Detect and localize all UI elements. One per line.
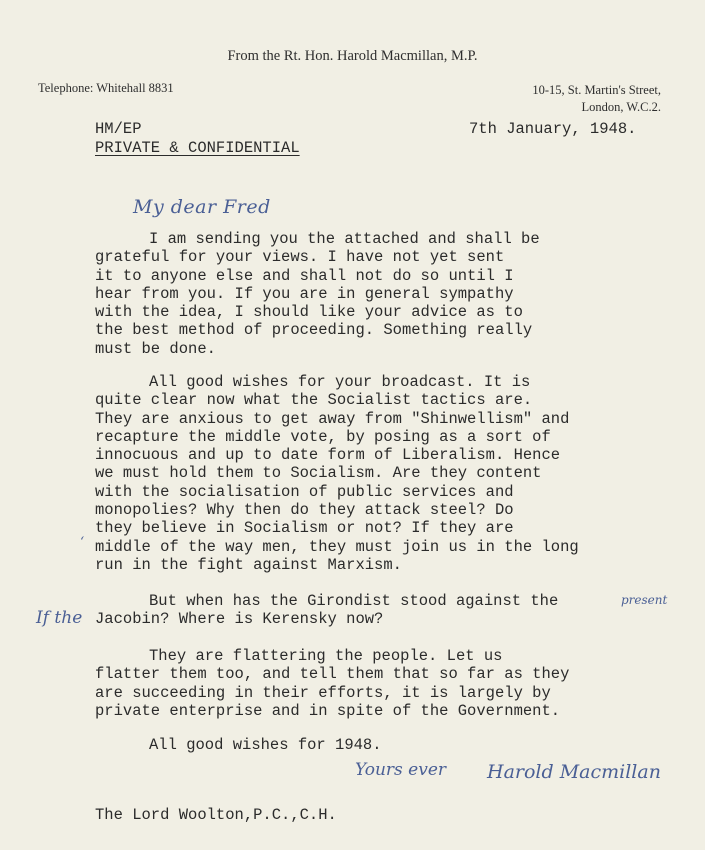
address-line: 10-15, St. Martin's Street, (532, 83, 661, 97)
text-line: All good wishes for your broadcast. It is (149, 373, 531, 391)
text-line: innocuous and up to date form of Liberalism. Hence (95, 446, 561, 465)
handwritten-sign-off: Yours ever (355, 760, 447, 780)
text-line: All good wishes for 1948. (149, 736, 382, 754)
text-line: Jacobin? Where is Kerensky now? (95, 610, 384, 629)
text-line: they believe in Socialism or not? If they are (95, 519, 514, 538)
text-line: flatter them too, and tell them that so far as they (95, 665, 570, 684)
text-line: recapture the middle vote, by posing as a sort of (95, 427, 551, 446)
letterhead-telephone: Telephone: Whitehall 8831 (38, 81, 174, 95)
text-line: middle of the way men, they must join us in the long (95, 537, 579, 556)
body-paragraph-3 (95, 592, 558, 629)
text-line: it to anyone else and shall not do so until I (95, 266, 514, 285)
body-paragraph-2 (95, 373, 579, 574)
reference-block (95, 120, 300, 158)
text-line: hear from you. If you are in general sympathy (95, 284, 514, 303)
address-line: London, W.C.2. (581, 100, 661, 114)
handwritten-margin-note: If the (36, 608, 83, 628)
text-line: must be done. (95, 339, 216, 358)
text-line: run in the fight against Marxism. (95, 555, 402, 574)
text-line: They are anxious to get away from "Shinwellism" and (95, 409, 570, 428)
text-line: quite clear now what the Socialist tactics are. (95, 391, 533, 410)
reference-initials: HM/EP (95, 120, 142, 138)
handwritten-signature: Harold Macmillan (487, 761, 661, 783)
text-line: But when has the Girondist stood against the (149, 592, 559, 610)
closing-line (95, 736, 382, 754)
letterhead-from: From the Rt. Hon. Harold Macmillan, M.P. (227, 48, 478, 64)
margin-tick-mark: ‘ (80, 535, 85, 550)
text-line: They are flattering the people. Let us (149, 647, 503, 665)
text-line: private enterprise and in spite of the Government. (95, 701, 561, 720)
text-line: with the socialisation of public services and (95, 482, 514, 501)
text-line: are succeeding in their efforts, it is largely by (95, 683, 551, 702)
handwritten-salutation: My dear Fred (133, 196, 271, 218)
body-paragraph-1 (95, 230, 540, 358)
text-line: grateful for your views. I have not yet sent (95, 248, 505, 267)
body-paragraph-4 (95, 647, 569, 720)
text-line: monopolies? Why then do they attack steel? Do (95, 501, 514, 520)
text-line: we must hold them to Socialism. Are they content (95, 464, 542, 483)
classification-label: PRIVATE & CONFIDENTIAL (95, 139, 300, 157)
text-line: I am sending you the attached and shall be (149, 230, 540, 248)
letter-date: 7th January, 1948. (469, 120, 637, 138)
letterhead-address (441, 82, 661, 116)
text-line: with the idea, I should like your advice as to (95, 303, 523, 322)
text-line: the best method of proceeding. Something really (95, 321, 533, 340)
handwritten-insert-word: present (621, 593, 668, 607)
recipient-line: The Lord Woolton,P.C.,C.H. (95, 806, 337, 824)
